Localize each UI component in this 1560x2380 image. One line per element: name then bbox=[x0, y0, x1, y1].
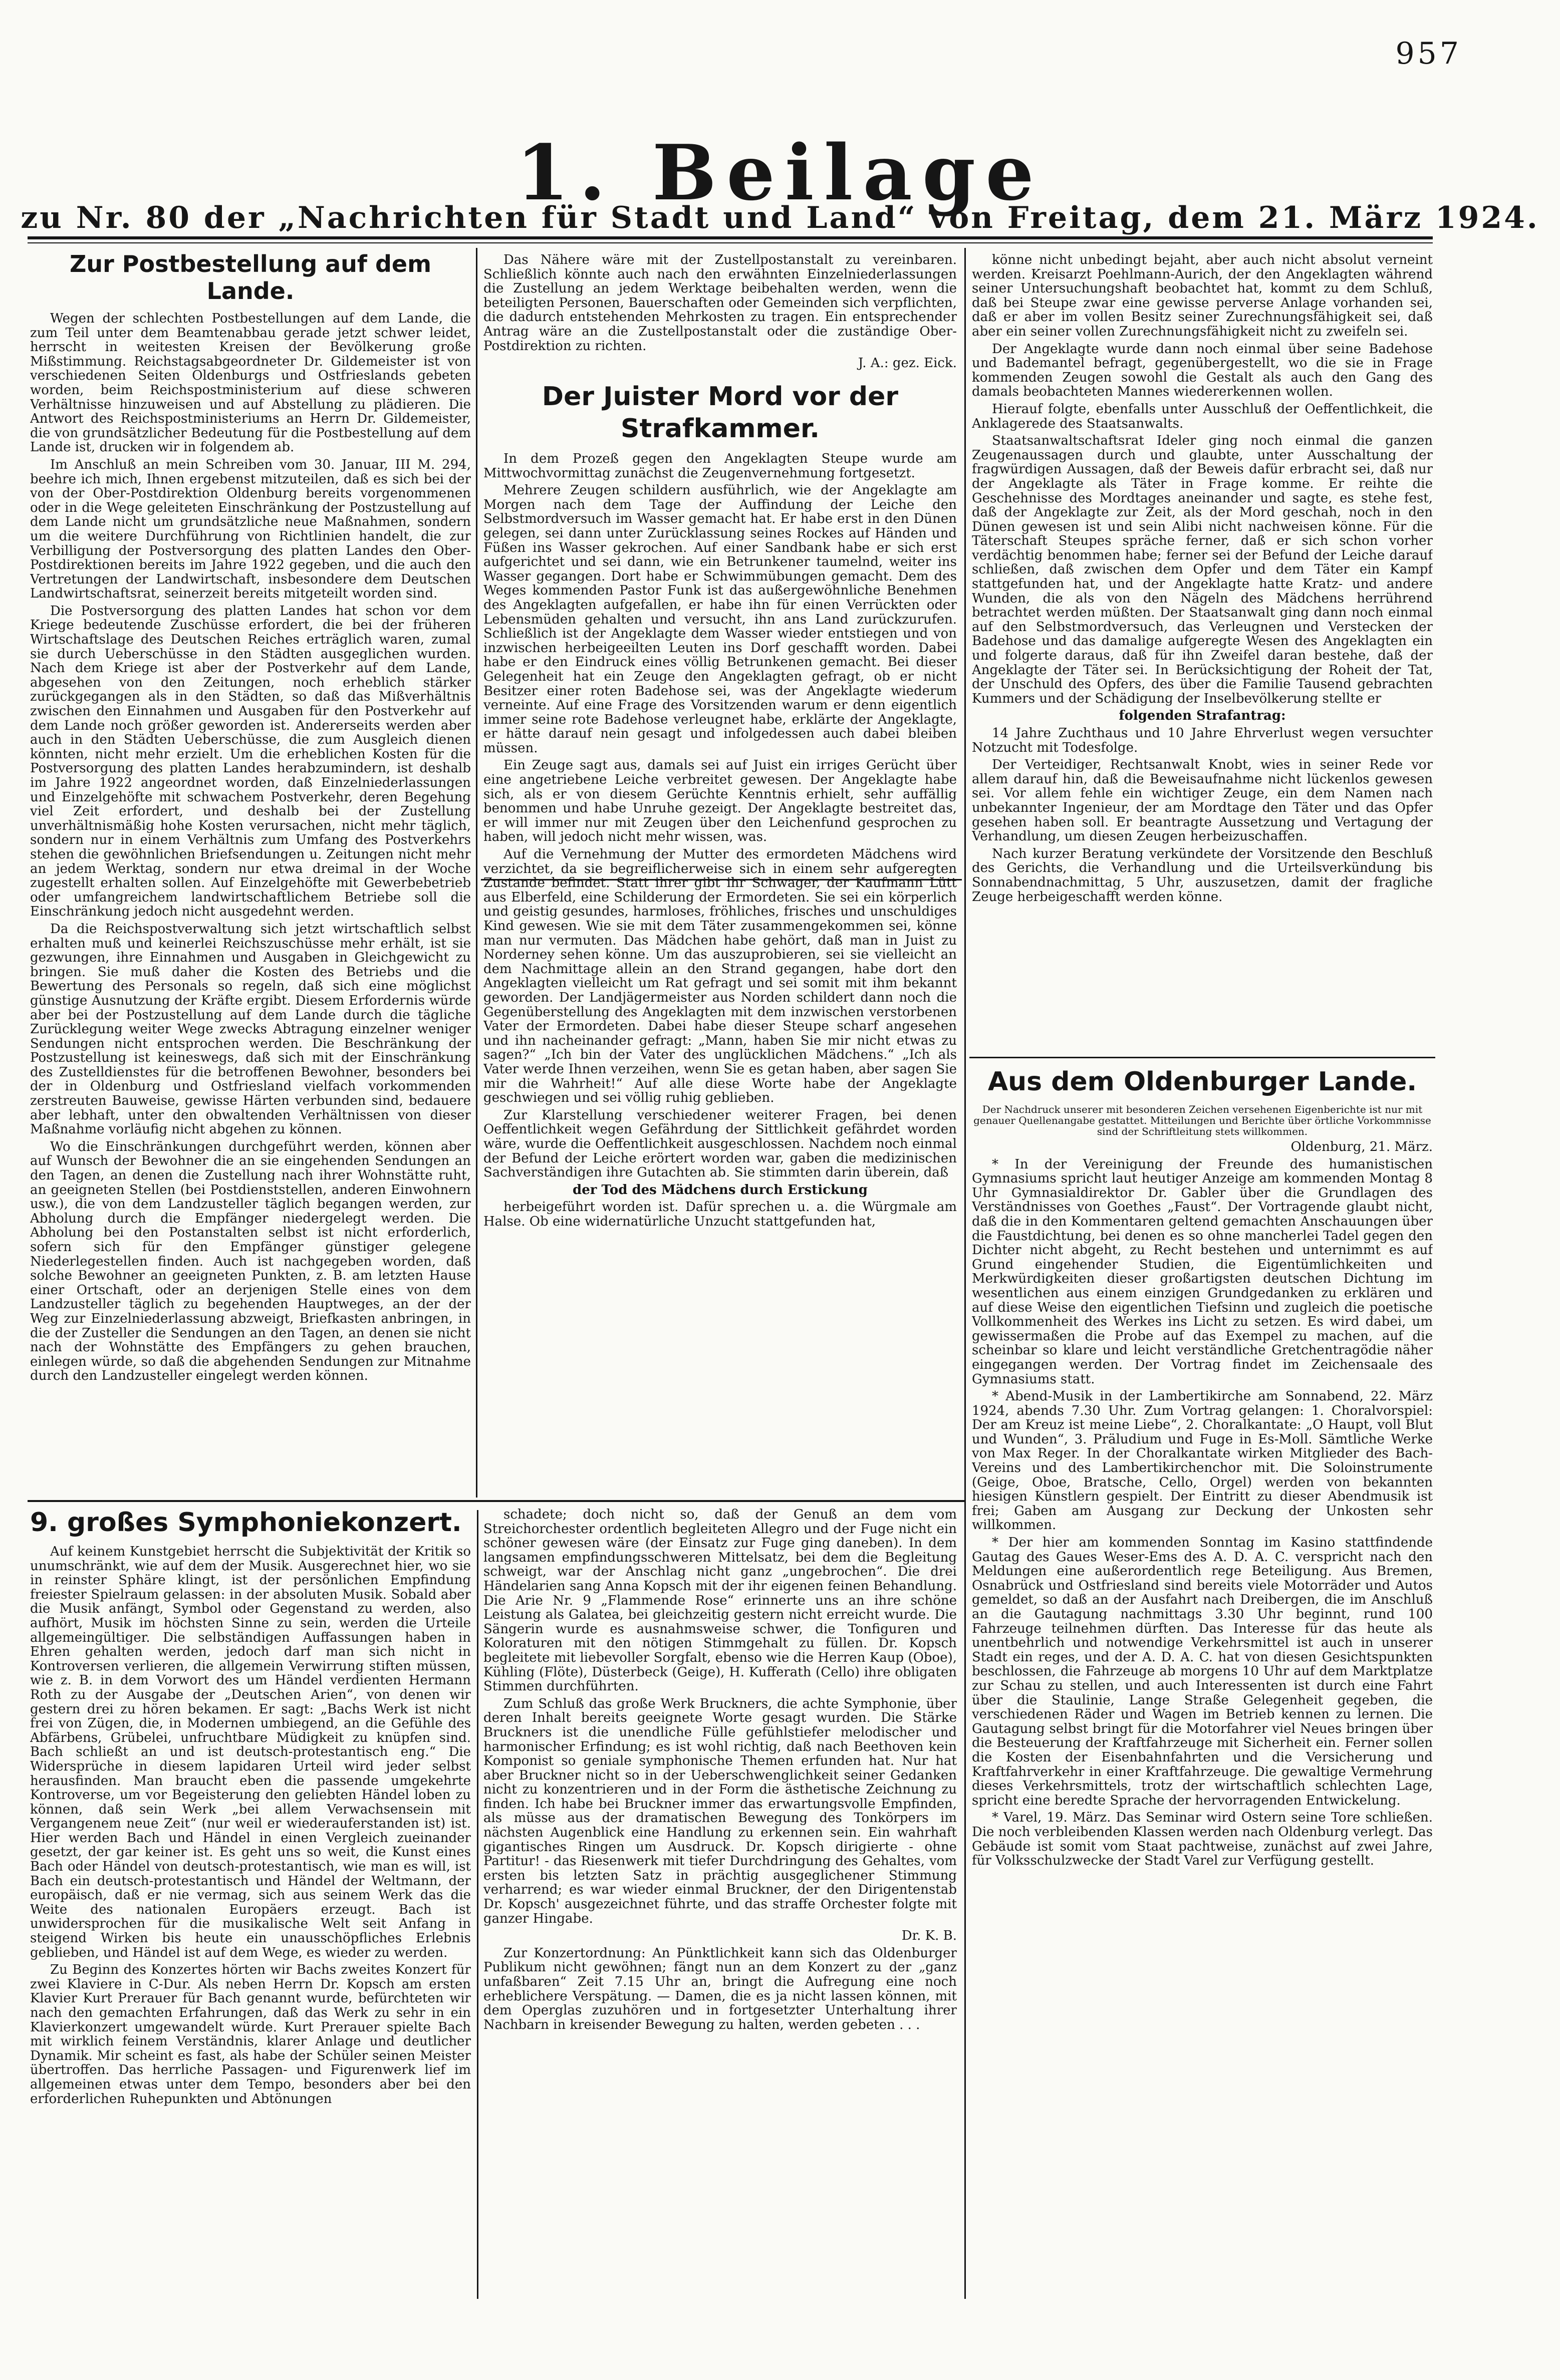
column-divider bbox=[476, 248, 477, 1498]
reprint-note: Der Nachdruck unserer mit besonderen Zeichen versehenen Eigenberichte ist nur mit genauer Quellenangabe gestattet. Mitteilungen und Berichte über örtliche Vorkommnisse sind der Schriftleitung stets willkommen. bbox=[973, 1103, 1431, 1137]
paragraph: Zum Schluß das große Werk Bruckners, die achte Symphonie, über deren Inhalt bereits geeignete Worte gesagt wurden. Die Stärke Bruckners ist die unendliche Fülle gefühlstiefer melodischer und harmonischer Erfindung; es ist wohl richtig, daß nach Beethoven kein Komponist so geniale symphonische Themen erfunden hat. Nur hat aber Bruckner nicht so in der Ueberschwenglichkeit seiner Gedanken nicht zu konzentrieren und in der Form die ästhetische Zeichnung zu finden. Ich habe bei Bruckner immer das erwartungsvolle Empfinden, als müsse aus der dramatischen Bewegung des Tonkörpers im nächsten Augenblick eine Handlung zu erkennen sein. Ein wahrhaft gigantisches Ringen um Ausdruck. Dr. Kopsch dirigierte - ohne Partitur! - das Riesenwerk mit tiefer Durchdringung des Gehaltes, vom ersten bis letzten Satz in prächtig ausgeglichener Stimmung verharrend; es war wieder einmal Bruckner, der den Dirigentenstab Dr. Kopsch' ausgezeichnet führte, und das straffe Orchester folgte mit ganzer Hingabe. bbox=[483, 1696, 957, 1926]
article-post-continued bbox=[483, 253, 957, 376]
paragraph: Da die Reichspostverwaltung sich jetzt wirtschaftlich selbst erhalten muß und keinerlei Reichszuschüsse mehr erhält, ist sie gezwungen, ihre Einnahmen und Ausgaben in Gleichgewicht zu bringen. Sie muß daher die Kosten des Betriebs und die Bewertung des Personals so regeln, daß sich eine möglichst günstige Ausnutzung der Kräfte ergibt. Diesem Erfordernis würde aber bei der Postzustellung auf dem Lande durch die tägliche Zurücklegung weiter Wege zwecks Abtragung einzelner weniger Sendungen nicht entsprochen werden. Die Beschränkung der Postzustellung ist keineswegs, daß sich mit der Einschränkung des Zustelldienstes für die betroffenen Bewohner, besonders bei der in Oldenburg und Ostfriesland vielfach vorkommenden zerstreuten Bauweise, gewisse Härten verbunden sind, bedauere aber lebhaft, unter den obwaltenden Verhältnissen von dieser Maßnahme vorläufig nicht abgehen zu können. bbox=[30, 921, 471, 1137]
section-divider bbox=[28, 1500, 964, 1502]
paragraph: 14 Jahre Zuchthaus und 10 Jahre Ehrverlust wegen versuchter Notzucht mit Todesfolge. bbox=[972, 726, 1433, 755]
paragraph: Zur Konzertordnung: An Pünktlichkeit kann sich das Oldenburger Publikum nicht gewöhnen; fängt nun an dem Konzert zu der „ganz unfaßbaren“ Zeit 7.15 Uhr an, bringt die Aufregung eine noch erheblichere Verspätung. — Damen, die es ja nicht lassen können, mit dem Operglas zuzuhören und in fortgesetzter Unterhaltung ihrer Nachbarn in kreisender Bewegung zu halten, werden gebeten . . . bbox=[483, 1945, 957, 2032]
supplement-subtitle: zu Nr. 80 der „Nachrichten für Stadt und Land“ von Freitag, dem 21. März 1924. bbox=[21, 200, 1539, 235]
paragraph: Zur Klarstellung verschiedener weiterer Fragen, bei denen Oeffentlichkeit wegen Gefährdung der Sittlichkeit gefährdet worden wäre, wurde die Oeffentlichkeit ausgeschlossen. Nachdem noch einmal der Befund der Leiche erörtert worden war, gaben die medizinischen Sachverständigen ihre Gutachten ab. Sie stimmten darin überein, daß bbox=[483, 1107, 957, 1180]
page-number: 957 bbox=[1395, 36, 1462, 71]
column-divider bbox=[964, 248, 966, 2299]
supplement-title: 1. Beilage bbox=[516, 128, 1044, 217]
article-title: Zur Postbestellung auf dem Lande. bbox=[69, 250, 432, 305]
section-divider bbox=[969, 1057, 1435, 1058]
paragraph: Wegen der schlechten Postbestellungen auf dem Lande, die zum Teil unter dem Beamtenabbau gerade jetzt schwer leidet, herrscht in weitesten Kreisen der Bevölkerung große Mißstimmung. Reichstagsabgeordneter Dr. Gildemeister ist von verschiedenen Seiten Oldenburgs und Ostfrieslands gebeten worden, beim Reichspostministerium auf diese schweren Verhältnisse hinzuweisen und auf Abstellung zu plädieren. Die Antwort des Reichspostministeriums an Herrn Dr. Gildemeister, die von grundsätzlicher Bedeutung für die Postbestellung auf dem Lande ist, drucken wir in folgendem ab. bbox=[30, 311, 471, 455]
signature: J. A.: gez. Eick. bbox=[858, 356, 957, 371]
paragraph: Im Anschluß an mein Schreiben vom 30. Januar, III M. 294, beehre ich mich, Ihnen ergebenst mitzuteilen, daß es sich bei der von der Ober-Postdirektion Oldenburg bereits vorgenommenen oder in die Wege geleiteten Einschränkung der Postzustellung auf dem Lande nicht um grundsätzliche neue Maßnahmen, sondern um die weitere Durchführung von Richtlinien handelt, die zur Verbilligung der Postversorgung des platten Landes den Ober-Postdirektionen bereits im Jahre 1922 gegeben, und die auch den Vertretungen der Landwirtschaft, insbesondere dem Deutschen Landwirtschaftsrat, seinerzeit bereits mitgeteilt worden sind. bbox=[30, 457, 471, 602]
paragraph: Der Angeklagte wurde dann noch einmal über seine Badehose und Bademantel befragt, gegenübergestellt, wo die sie in Frage kommenden Zeugen sowohl die Gestalt als auch den Gang des damals beobachteten Mannes wiedererkennen wollen. bbox=[972, 341, 1433, 400]
paragraph: In dem Prozeß gegen den Angeklagten Steupe wurde am Mittwochvormittag zunächst die Zeugenvernehmung fortgesetzt. bbox=[483, 451, 957, 481]
article-konzert-continued bbox=[483, 1508, 957, 2299]
article-post bbox=[30, 250, 471, 1495]
article-konzert bbox=[30, 1508, 471, 2299]
paragraph: Auf die Vernehmung der Mutter des ermordeten Mädchens wird verzichtet, da sie begreiflicherweise sich in einem sehr aufgeregten Zustande befindet. Statt ihrer gibt ihr Schwager, der Kaufmann Lütt aus Elberfeld, eine Schilderung der Ermordeten. Sie sei ein körperlich und geistig gesundes, harmloses, fröhliches, frisches und unschuldiges Kind gewesen. Wie sie mit dem Täter zusammengekommen sei, könne man nur vermuten. Das Mädchen habe gehört, daß man in Juist zu Norderney sehen könne. Um das auszuprobieren, sei sie vielleicht an dem Nachmittage allein an den Strand gegangen, habe dort den Angeklagten vielleicht um Rat gefragt und sei somit mit ihm bekannt geworden. Der Landjägermeister aus Norden schildert dann noch die Gegenüberstellung des Angeklagten mit dem inzwischen verstorbenen Vater der Ermordeten. Dabei habe dieser Steupe scharf angesehen und ihn nacheinander gefragt: „Mann, haben Sie mir nicht etwas zu sagen?“ „Ich bin der Vater des unglücklichen Mädchens.“ „Ich als Vater werde Ihnen verzeihen, wenn Sie es getan haben, aber sagen Sie mir die Wahrheit!“ Auf alle diese Worte habe der Angeklagte geschwiegen und sei völlig ruhig geblieben. bbox=[483, 847, 957, 1106]
article-juist bbox=[483, 381, 957, 1495]
paragraph: Auf keinem Kunstgebiet herrscht die Subjektivität der Kritik so unumschränkt, wie auf dem der Musik. Ausgerechnet hier, wo sie in reinster Sphäre klingt, ist der persönlichen Empfindung freiester Spielraum gelassen: in der absoluten Musik. Sobald aber die Musik anfängt, Symbol oder Gegenstand zu werden, also aufhört, Musik im höchsten Sinne zu sein, werden die Urteile allgemeingültiger. Die selbständigen Auffassungen haben in Ehren gehalten werden, jedoch darf man sich nicht in Kontroversen verlieren, die allgemein Verwirrung stiften müssen, wie z. B. in dem Vorwort des um Händel verdienten Hermann Roth zu der Ausgabe der „Deutschen Arien“, von denen wir gestern drei zu hören bekamen. Er sagt: „Bachs Werk ist nicht frei von Zügen, die, in Modernen umbiegend, an die Gefühle des Abfärbens, Grübelei, unfruchtbare Müdigkeit zu knüpfen sind. Bach schließt an und ist deutsch-protestantisch eng.“ Die Widersprüche in diesem lapidaren Urteil wird jeder selbst herausfinden. Man braucht eben die passende umgekehrte Kontroverse, um vor Begeisterung den geliebten Händel loben zu können, daß sein Werk „bei allem Verwachsensein mit Vergangenem neue Zeit“ (nur weil er wiederauferstanden ist) ist. Hier werden Bach und Händel in einen Vergleich zueinander gesetzt, der gar keiner ist. Es geht uns so weit, die Kunst eines Bach oder Händel von deutsch-protestantisch, wie man es will, ist Bach ein deutsch-protestantisch und Händel der Weltmann, der europäisch, daß er nie vermag, sich aus seinem Werk das die Weite des nationalen Europäers erzeugt. Bach ist unwidersprochen für die musikalische Welt seit Anfang in steigend Wirken bis heute ein unausschöpfliches Erlebnis geblieben, und Händel ist auf dem Wege, es wieder zu werden. bbox=[30, 1544, 471, 1960]
paragraph: * Der hier am kommenden Sonntag im Kasino stattfindende Gautag des Gaues Weser-Ems des A. D. A. C. verspricht nach den Meldungen eine außerordentlich rege Beteiligung. Aus Bremen, Osnabrück und Ostfriesland sind bereits viele Motorräder und Autos gemeldet, so daß an der Ausfahrt nach Dreibergen, die im Anschluß an die Gautagung nachmittags 3.30 Uhr beginnt, rund 100 Fahrzeuge teilnehmen dürften. Das Interesse für das heute als unentbehrlich und notwendige Verkehrsmittel ist auch in unserer Stadt ein reges, und der A. D. A. C. hat von diesen Gesichtspunkten beschlossen, die Fahrzeuge ab morgens 10 Uhr auf dem Marktplatze zur Schau zu stellen, und auch Interessenten ist durch eine Fahrt über die Staulinie, Lange Straße Gelegenheit gegeben, die verschiedenen Räder und Wagen im Betrieb kennen zu lernen. Die Gautagung selbst bringt für die Motorfahrer viel Neues bringen über die Besteuerung der Kraftfahrzeuge mit Sicherheit ein. Ferner sollen die Kosten der Eisenbahnfahrten und die Versicherung und Kraftfahrverkehr in einer Kraftfahrzeuge. Die gewaltige Vermehrung dieses Verkehrsmittels, trotz der wirtschaftlich schlechten Lage, spricht eine beredte Sprache der hervorragenden Entwickelung. bbox=[972, 1535, 1433, 1808]
article-title: Der Juister Mord vor der Strafkammer. bbox=[542, 382, 899, 444]
paragraph: Hierauf folgte, ebenfalls unter Ausschluß der Oeffentlichkeit, die Anklagerede des Staatsanwalts. bbox=[972, 401, 1433, 431]
dateline: Oldenburg, 21. März. bbox=[1290, 1139, 1433, 1154]
paragraph: schadete; doch nicht so, daß der Genuß an dem vom Streichorchester ordentlich begleiteten Allegro und der Fuge nicht ein schöner gewesen wäre (der Einsatz zur Fuge ging daneben). In dem langsamen empfindungsschweren Mittelsatz, bei dem die Begleitung schweigt, war der Anschlag nicht ganz „ungebrochen“. Die drei Händelarien sang Anna Kopsch mit der ihr eigenen feinen Behandlung. Die Arie Nr. 9 „Flammende Rose“ erinnerte uns an ihre schöne Leistung als Galatea, bei gleichzeitig gestern nicht erreicht wurde. Die Sängerin wurde es ausnahmsweise schwer, die Tonfiguren und Koloraturen mit den nötigen Stimmgehalt zu füllen. Dr. Kopsch begleitete mit liebevoller Sorgfalt, ebenso wie die Herren Kaup (Oboe), Kühling (Flöte), Düsterbeck (Geige), H. Kufferath (Cello) ihre obligaten Stimmen durchführten. bbox=[483, 1508, 957, 1694]
article-oldenburg bbox=[972, 1067, 1433, 2299]
paragraph: Staatsanwaltschaftsrat Ideler ging noch einmal die ganzen Zeugenaussagen durch und glaubte, unter Ausschaltung der fragwürdigen Aussagen, daß der Beweis dafür erbracht sei, daß nur der Angeklagte als Täter in Frage komme. Er reihte die Geschehnisse des Mordtages aneinander und sagte, es stehe fest, daß der Angeklagte zur Zeit, als der Mord geschah, noch in den Dünen gewesen ist und sein Alibi nicht nachweisen könne. Für die Täterschaft Steupes spräche ferner, daß er sich schon vorher verdächtig benommen habe; ferner sei der Befund der Leiche darauf schließen, daß zwischen dem Opfer und dem Täter ein Kampf stattgefunden hat, und der Angeklagte hatte Kratz- und andere Wunden, die als von den Nägeln des Mädchens herrührend betrachtet werden müßten. Der Staatsanwalt ging dann noch einmal auf den Selbstmordversuch, das Verleugnen und Verstecken der Badehose und das damalige aufgeregte Wesen des Angeklagten ein und folgerte daraus, daß für ihn Zweifel daran bestehe, daß der Angeklagte der Täter sei. In Berücksichtigung der Roheit der Tat, der Unschuld des Opfers, des über die Familie Tausend gebrachten Kummers und der Schädigung der Inselbevölkerung stellte er bbox=[972, 433, 1433, 706]
paragraph: könne nicht unbedingt bejaht, aber auch nicht absolut verneint werden. Kreisarzt Poehlmann-Aurich, der den Angeklagten während seiner Untersuchungshaft beobachtet hat, kommt zu dem Schluß, daß bei Steupe zwar eine gewisse perverse Anlage vorhanden sei, daß er aber im vollen Besitz seiner Zurechnungsfähigkeit sei, daß aber ein seiner vollen Zurechnungsfähigkeit nicht zu zweifeln sei. bbox=[972, 253, 1433, 339]
article-juist-continued bbox=[972, 253, 1433, 1052]
subheading: der Tod des Mädchens durch Erstickung bbox=[573, 1182, 868, 1198]
paragraph: * In der Vereinigung der Freunde des humanistischen Gymnasiums spricht laut heutiger Anzeige am kommenden Montag 8 Uhr Gymnasialdirektor Dr. Gabler über die Grundlagen des Verständnisses von Goethes „Faust“. Der Vortragende glaubt nicht, daß die in den Kommentaren geltend gemachten Anschauungen über die Faustdichtung, bei denen es so ohne mancherlei Tadel gegen den Dichter nicht abgeht, zu Recht bestehen und unternimmt es auf Grund eingehender Studien, die Eigentümlichkeiten und Merkwürdigkeiten dieser großartigsten deutschen Dichtung im wesentlichen aus einem einzigen Grundgedanken zu erklären und auf diese Weise den eigentlichen Tiefsinn und zugleich die poetische Vollkommenheit des Werkes ins Licht zu setzen. Es wird dabei, um gewissermaßen die Probe auf das Exempel zu machen, auf die scheinbar so klare und leicht verständliche Gretchentragödie näher eingegangen werden. Der Vortrag findet im Zeichensaale des Gymnasiums statt. bbox=[972, 1156, 1433, 1387]
header-rule-thick bbox=[28, 236, 1433, 239]
paragraph: * Abend-Musik in der Lambertikirche am Sonnabend, 22. März 1924, abends 7.30 Uhr. Zum Vortrag gelangen: 1. Choralvorspiel: Der am Kreuz ist meine Liebe“, 2. Choralkantate: „O Haupt, voll Blut und Wunden“, 3. Präludium und Fuge in Es-Moll. Sämtliche Werke von Max Reger. In der Choralkantate wirken Mitglieder des Bach-Vereins und des Lambertikirchenchor mit. Die Soloinstrumente (Geige, Oboe, Bratsche, Cello, Orgel) werden von bekannten hiesigen Künstlern gespielt. Der Eintritt zu dieser Abendmusik ist frei; Gaben am Ausgang zur Deckung der Unkosten sehr willkommen. bbox=[972, 1389, 1433, 1533]
column-divider bbox=[477, 1510, 478, 2299]
header-rule-thin bbox=[28, 242, 1433, 243]
signature: Dr. K. B. bbox=[901, 1928, 957, 1944]
paragraph: Der Verteidiger, Rechtsanwalt Knobt, wies in seiner Rede vor allem darauf hin, daß die Beweisaufnahme nicht lückenlos gewesen sei. Vor allem fehle ein wichtiger Zeuge, ein dem Namen nach unbekannter Ingenieur, der am Mordtage den Täter und das Opfer gesehen haben soll. Er beantragte Aussetzung und Vertagung der Verhandlung, um diesen Zeugen herbeizuschaffen. bbox=[972, 757, 1433, 844]
paragraph: * Varel, 19. März. Das Seminar wird Ostern seine Tore schließen. Die noch verbleibenden Klassen werden nach Oldenburg verlegt. Das Gebäude ist somit vom Staat pachtweise, zunächst auf zwei Jahre, für Volksschulzwecke der Stadt Varel zur Verfügung gestellt. bbox=[972, 1810, 1433, 1869]
paragraph: Mehrere Zeugen schildern ausführlich, wie der Angeklagte am Morgen nach dem Tage der Auffindung der Leiche den Selbstmordversuch im Wasser gemacht hat. Er habe erst in den Dünen gelegen, sei dann unter Zurücklassung seines Rockes auf Händen und Füßen ins Wasser gekrochen. Auf einer Sandbank habe er sich erst aufgerichtet und sei dann, wie ein Betrunkener taumelnd, weiter ins Wasser gegangen. Dort habe er Schwimmübungen gemacht. Dem des Weges kommenden Pastor Funk ist das außergewöhnliche Benehmen des Angeklagten aufgefallen, er habe ihn für einen Verrückten oder Lebensmüden gehalten und versucht, ihn ans Land zurückzurufen. Schließlich ist der Angeklagte dem Wasser wieder entstiegen und von inzwischen herbeigeeilten Leuten ins Dorf geschafft worden. Dabei habe er den Eindruck eines völlig Betrunkenen gemacht. Bei dieser Gelegenheit hat ein Zeuge den Angeklagten gefragt, ob er nicht Besitzer einer roten Badehose sei, was der Angeklagte wiederum verneinte. Auf eine Frage des Vorsitzenden warum er denn eigentlich immer seine rote Badehose verleugnet habe, erklärte der Angeklagte, er hätte darauf nein gesagt und infolgedessen auch dabei bleiben müssen. bbox=[483, 483, 957, 756]
subheading: folgenden Strafantrag: bbox=[1119, 708, 1286, 724]
paragraph: Wo die Einschränkungen durchgeführt werden, können aber auf Wunsch der Bewohner die an sie eingehenden Sendungen an den Tagen, an denen die Zustellung nach ihrer Wohnstätte ruht, an geeigneten Stellen (bei Postdienststellen, anderen Einwohnern usw.), die von dem Landzusteller täglich begangen werden, zur Abholung durch die Empfänger niedergelegt werden. Die Abholung bei den Postanstalten selbst ist nicht erforderlich, sofern sich für den Empfänger günstiger gelegene Niederlegestellen finden. Auch ist nachgegeben worden, daß solche Bewohner an geeigneten Punkten, z. B. am letzten Hause einer Ortschaft, oder an derjenigen Stelle eines von dem Landzusteller täglich zu begehenden Hauptweges, an der der Weg zur Einzelniederlassung abzweigt, Briefkasten anbringen, in die der Zusteller die Sendungen an den Tagen, an denen sie nicht nach der Wohnstätte des Empfängers zu gehen brauchen, einlegen würde, so daß die abgehenden Sendungen zur Mitnahme durch den Landzusteller eingelegt werden können. bbox=[30, 1139, 471, 1384]
paragraph: herbeigeführt worden ist. Dafür sprechen u. a. die Würgmale am Halse. Ob eine widernatürliche Unzucht stattgefunden hat, bbox=[483, 1200, 957, 1229]
paragraph: Nach kurzer Beratung verkündete der Vorsitzende den Beschluß des Gerichts, die Verhandlung und die Urteilsverkündung bis Sonnabendnachmittag, 5 Uhr, auszusetzen, damit der fragliche Zeuge herbeigeschafft werden könne. bbox=[972, 846, 1433, 905]
article-title: Aus dem Oldenburger Lande. bbox=[987, 1067, 1417, 1097]
article-title: 9. großes Symphoniekonzert. bbox=[30, 1508, 462, 1538]
paragraph: Ein Zeuge sagt aus, damals sei auf Juist ein irriges Gerücht über eine angetriebene Leiche verbreitet gewesen. Der Angeklagte habe sich, als er von diesem Gerüchte Kenntnis erhielt, sehr auffällig benommen und habe Unruhe gezeigt. Der Angeklagte bestreitet das, er will immer nur mit Zeugen über den Leichenfund gesprochen zu haben, will jedoch nicht mehr wissen, was. bbox=[483, 758, 957, 845]
paragraph: Zu Beginn des Konzertes hörten wir Bachs zweites Konzert für zwei Klaviere in C-Dur. Als neben Herrn Dr. Kopsch am ersten Klavier Kurt Prerauer für Bach genannt wurde, befürchteten wir nach den gemachten Erfahrungen, daß das Werk zu sehr in ein Klavierkonzert umgewandelt würde. Kurt Prerauer spielte Bach mit wirklich feinem Verständnis, klarer Anlage und deutlicher Dynamik. Mir scheint es fast, als habe der Schüler seinen Meister übertroffen. Das herrliche Passagen- und Figurenwerk lief im allgemeinen etwas unter dem Tempo, besonders aber bei den erforderlichen Ruhepunkten und Abtönungen bbox=[30, 1962, 471, 2107]
paragraph: Die Postversorgung des platten Landes hat schon vor dem Kriege bedeutende Zuschüsse erfordert, die bei der früheren Wirtschaftslage des Deutschen Reiches erträglich waren, zumal sie durch Ueberschüsse in den Städten ausgeglichen wurden. Nach dem Kriege ist aber der Postverkehr auf dem Lande, abgesehen von den Zeitungen, noch erheblich stärker zurückgegangen als in den Städten, so daß das Mißverhältnis zwischen den Einnahmen und Ausgaben für den Postverkehr auf dem Lande noch größer geworden ist. Andererseits werden aber auch in den Städten Ueberschüsse, die zum Ausgleich dienen könnten, nicht mehr erzielt. Um die erheblichen Kosten für die Postversorgung des platten Landes herabzumindern, ist deshalb im Jahre 1922 angeordnet worden, daß Einzelniederlassungen und Einzelgehöfte mit schwachem Postverkehr, deren Begehung viel Zeit erfordert, und deshalb bei der Zustellung unverhältnismäßig hohe Kosten verursachen, nicht mehr täglich, sondern nur in einem Verhältnis zum Umfang des Postverkehrs stehen die gewöhnlichen Briefsendungen u. Zeitungen nicht mehr an jedem Werktag, sondern nur etwa dreimal in der Woche zugestellt erhalten sollen. Auf Einzelgehöfte mit Gewerbebetrieb oder umfangreichem landwirtschaftlichem Betriebe soll die Einschränkung jedoch nicht ausgedehnt werden. bbox=[30, 603, 471, 920]
paragraph: Das Nähere wäre mit der Zustellpostanstalt zu vereinbaren. Schließlich könnte auch nach den erwähnten Einzelniederlassungen die Zustellung an jedem Werktage beibehalten werden, wenn die beteiligten Personen, Bauerschaften oder Gemeinden sich verpflichten, die dadurch entstehenden Mehrkosten zu tragen. Ein entsprechender Antrag wäre an die Zustellpostanstalt oder die zuständige Ober-Postdirektion zu richten. bbox=[483, 253, 957, 354]
